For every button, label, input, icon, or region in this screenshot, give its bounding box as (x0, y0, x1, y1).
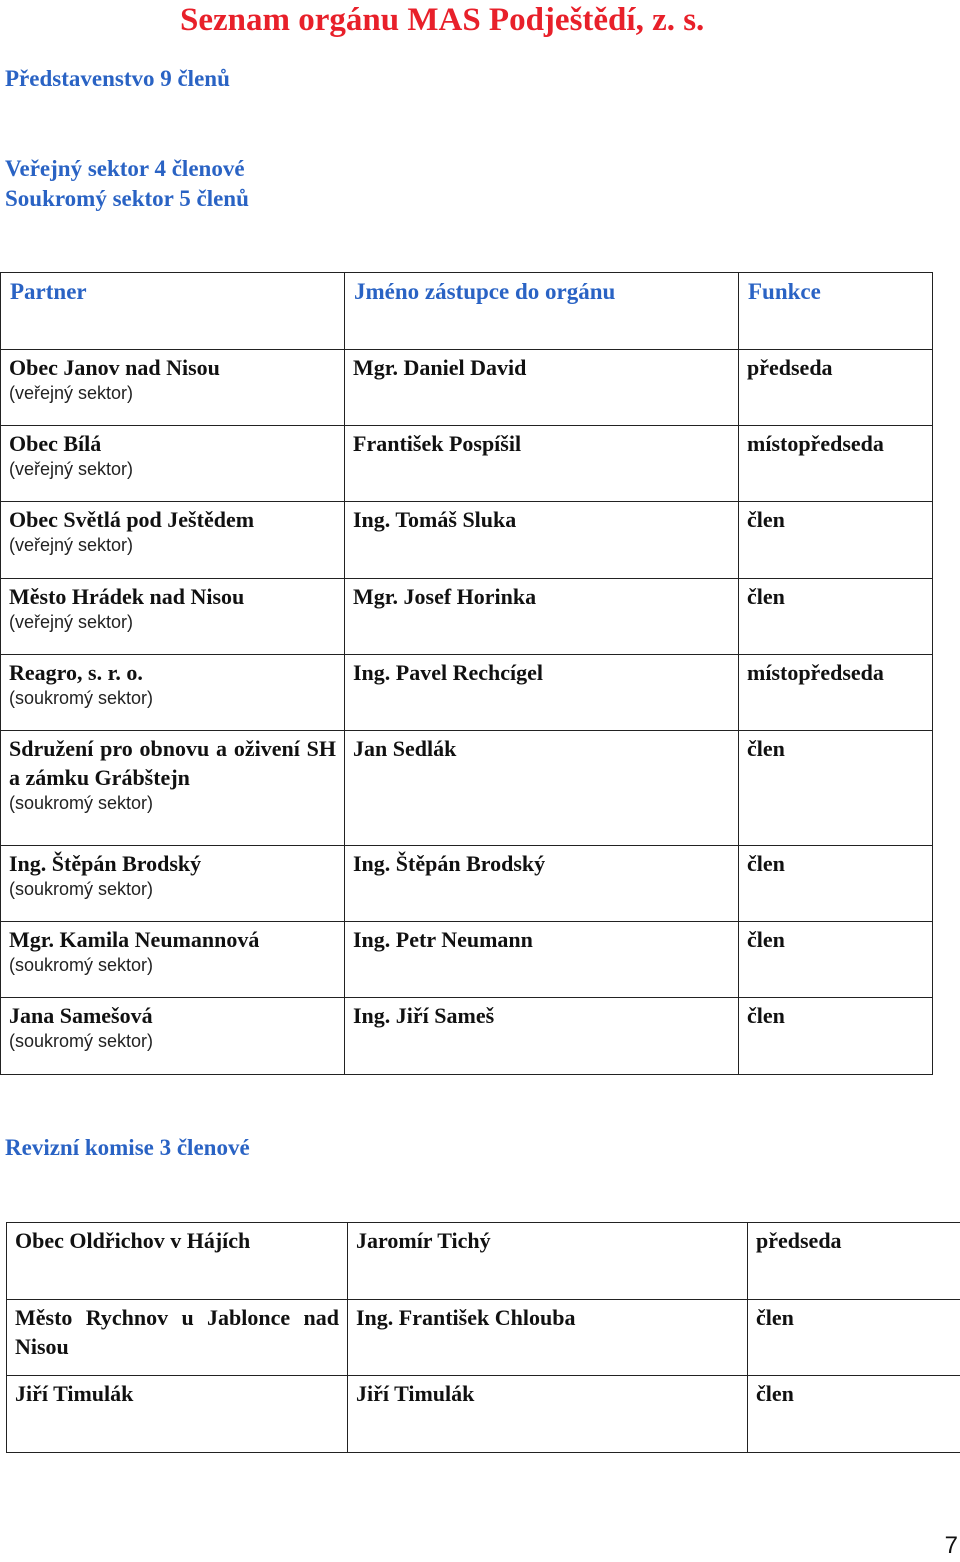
function-label: člen (747, 851, 785, 876)
sector-label: (soukromý sektor) (9, 879, 154, 899)
function-label: předseda (747, 355, 833, 380)
partner-name: Jiří Timulák (15, 1381, 134, 1406)
partner-name: Město Rychnov u Jablonce nad Nisou (15, 1305, 339, 1359)
representative-name: Ing. Tomáš Sluka (353, 507, 517, 532)
representative-name: Mgr. Daniel David (353, 355, 527, 380)
representative-name: Jiří Timulák (356, 1381, 475, 1406)
function-label: člen (756, 1305, 794, 1330)
table-row (7, 1300, 960, 1376)
partner-name: Sdružení pro obnovu a oživení SH a zámku Grábštejn (9, 736, 336, 790)
sector-label: (veřejný sektor) (9, 459, 134, 479)
function-label: místopředseda (747, 431, 884, 456)
representative-name: Jan Sedlák (353, 736, 457, 761)
column-header-function: Funkce (739, 273, 933, 350)
column-header-representative: Jméno zástupce do orgánu (345, 273, 739, 350)
audit-heading: Revizní komise 3 členové (5, 1135, 250, 1160)
partner-name: Mgr. Kamila Neumannová (9, 927, 260, 952)
partner-name: Ing. Štěpán Brodský (9, 851, 202, 876)
column-header-partner: Partner (1, 273, 345, 350)
representative-name: Ing. Pavel Rechcígel (353, 660, 544, 685)
function-label: předseda (756, 1228, 842, 1253)
function-label: člen (756, 1381, 794, 1406)
partner-name: Obec Světlá pod Ještědem (9, 507, 255, 532)
table-row (7, 1376, 960, 1453)
function-label: člen (747, 1003, 785, 1028)
private-sector-count: Soukromý sektor 5 členů (5, 186, 249, 211)
table-row (1, 350, 933, 426)
board-table (0, 272, 933, 1075)
table-row (1, 846, 933, 922)
sector-label: (soukromý sektor) (9, 793, 154, 813)
partner-name: Reagro, s. r. o. (9, 660, 143, 685)
representative-name: František Pospíšil (353, 431, 522, 456)
representative-name: Ing. Petr Neumann (353, 927, 533, 952)
representative-name: Ing. Jiří Sameš (353, 1003, 495, 1028)
sector-label: (soukromý sektor) (9, 688, 154, 708)
representative-name: Ing. Štěpán Brodský (353, 851, 546, 876)
table-row (7, 1223, 960, 1300)
public-sector-count: Veřejný sektor 4 členové (5, 156, 245, 181)
table-header-row (1, 273, 933, 350)
sector-label: (veřejný sektor) (9, 383, 134, 403)
table-row (1, 998, 933, 1075)
sector-label: (soukromý sektor) (9, 1031, 154, 1051)
representative-name: Mgr. Josef Horinka (353, 584, 537, 609)
representative-name: Ing. František Chlouba (356, 1305, 576, 1330)
table-row (1, 579, 933, 655)
board-heading: Představenstvo 9 členů (5, 66, 230, 91)
partner-name: Obec Oldřichov v Hájích (15, 1228, 251, 1253)
representative-name: Jaromír Tichý (356, 1228, 491, 1253)
sector-label: (veřejný sektor) (9, 535, 134, 555)
page-number: 7 (944, 1532, 958, 1559)
partner-name: Obec Bílá (9, 431, 102, 456)
table-row (1, 502, 933, 579)
partner-name: Jana Samešová (9, 1003, 153, 1028)
table-row (1, 731, 933, 846)
sector-label: (soukromý sektor) (9, 955, 154, 975)
partner-name: Obec Janov nad Nisou (9, 355, 220, 380)
function-label: člen (747, 584, 785, 609)
function-label: místopředseda (747, 660, 884, 685)
table-row (1, 922, 933, 998)
sector-label: (veřejný sektor) (9, 612, 134, 632)
audit-table (6, 1222, 960, 1453)
table-row (1, 426, 933, 502)
partner-name: Město Hrádek nad Nisou (9, 584, 245, 609)
function-label: člen (747, 927, 785, 952)
page-title: Seznam orgánu MAS Podještědí, z. s. (180, 2, 705, 38)
table-row (1, 655, 933, 731)
function-label: člen (747, 507, 785, 532)
function-label: člen (747, 736, 785, 761)
